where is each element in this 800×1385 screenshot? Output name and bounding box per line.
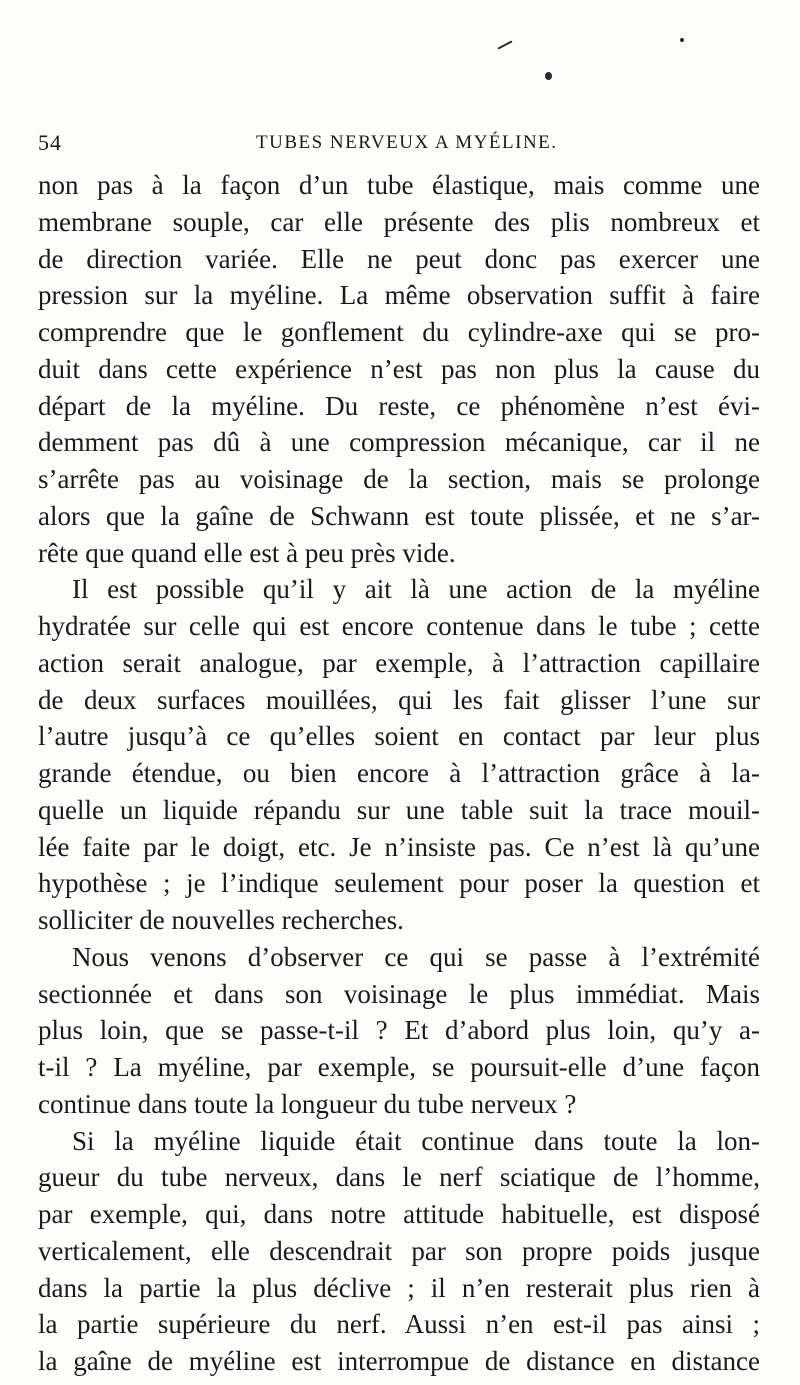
text-line: verticalement, elle descendrait par son propre poids jusque <box>38 1235 760 1266</box>
ink-speck <box>680 38 684 42</box>
text-line: plus loin, que se passe-t-il ? Et d’abord plus loin, qu’y a- <box>38 1015 760 1046</box>
text-line: s’arrête pas au voisinage de la section, mais se prolonge <box>38 464 760 494</box>
text-line: départ de la myéline. Du reste, ce phénomène n’est évi- <box>38 390 760 421</box>
text-line: Nous venons d’observer ce qui se passe à l’extrémité <box>72 941 760 972</box>
text-line: Si la myéline liquide était continue dans toute la lon- <box>72 1125 760 1156</box>
body-text <box>38 167 760 1380</box>
ink-speck <box>545 72 552 80</box>
text-line: sectionnée et dans son voisinage le plus immédiat. Mais <box>38 978 760 1009</box>
text-line: duit dans cette expérience n’est pas non plus la cause du <box>38 353 760 384</box>
text-line: de direction variée. Elle ne peut donc pas exercer une <box>38 243 760 274</box>
text-line: action serait analogue, par exemple, à l’attraction capillaire <box>38 647 760 678</box>
text-line: l’autre jusqu’à ce qu’elles soient en contact par leur plus <box>38 721 760 752</box>
page-number: 54 <box>38 130 62 155</box>
text-line: gueur du tube nerveux, dans le nerf sciatique de l’homme, <box>38 1162 760 1193</box>
running-title: TUBES NERVEUX A MYÉLINE. <box>256 132 558 153</box>
text-line: la gaîne de myéline est interrompue de distance en distance <box>38 1346 760 1376</box>
text-line: hydratée sur celle qui est encore contenue dans le tube ; cette <box>38 611 760 641</box>
text-line: hypothèse ; je l’indique seulement pour poser la question et <box>38 868 760 899</box>
text-line: rête que quand elle est à peu près vide. <box>38 537 456 568</box>
text-line: membrane souple, car elle présente des plis nombreux et <box>38 206 760 237</box>
text-line: lée faite par le doigt, etc. Je n’insiste pas. Ce n’est là qu’une <box>38 831 760 862</box>
text-line: quelle un liquide répandu sur une table suit la trace mouil- <box>38 794 760 825</box>
text-line: dans la partie la plus déclive ; il n’en resterait plus rien à <box>38 1272 760 1303</box>
text-line: non pas à la façon d’un tube élastique, mais comme une <box>38 170 760 200</box>
text-line: alors que la gaîne de Schwann est toute plissée, et ne s’ar- <box>38 500 760 531</box>
text-line: demment pas dû à une compression mécanique, car il ne <box>38 427 760 458</box>
text-line: de deux surfaces mouillées, qui les fait glisser l’une sur <box>38 684 760 715</box>
ink-speck <box>497 40 512 49</box>
text-line: par exemple, qui, dans notre attitude habituelle, est disposé <box>38 1199 760 1229</box>
text-line: pression sur la myéline. La même observation suffit à faire <box>38 280 760 311</box>
text-line: Il est possible qu’il y ait là une action de la myéline <box>72 574 760 605</box>
text-line: t-il ? La myéline, par exemple, se poursuit-elle d’une façon <box>38 1052 760 1082</box>
text-line: solliciter de nouvelles recherches. <box>38 905 404 935</box>
text-line: continue dans toute la longueur du tube nerveux ? <box>38 1088 577 1119</box>
text-line: comprendre que le gonflement du cylindre-axe qui se pro- <box>38 317 760 347</box>
text-line: la partie supérieure du nerf. Aussi n’en est-il pas ainsi ; <box>38 1309 760 1340</box>
text-line: grande étendue, ou bien encore à l’attraction grâce à la- <box>38 758 760 788</box>
page-header <box>38 130 760 158</box>
